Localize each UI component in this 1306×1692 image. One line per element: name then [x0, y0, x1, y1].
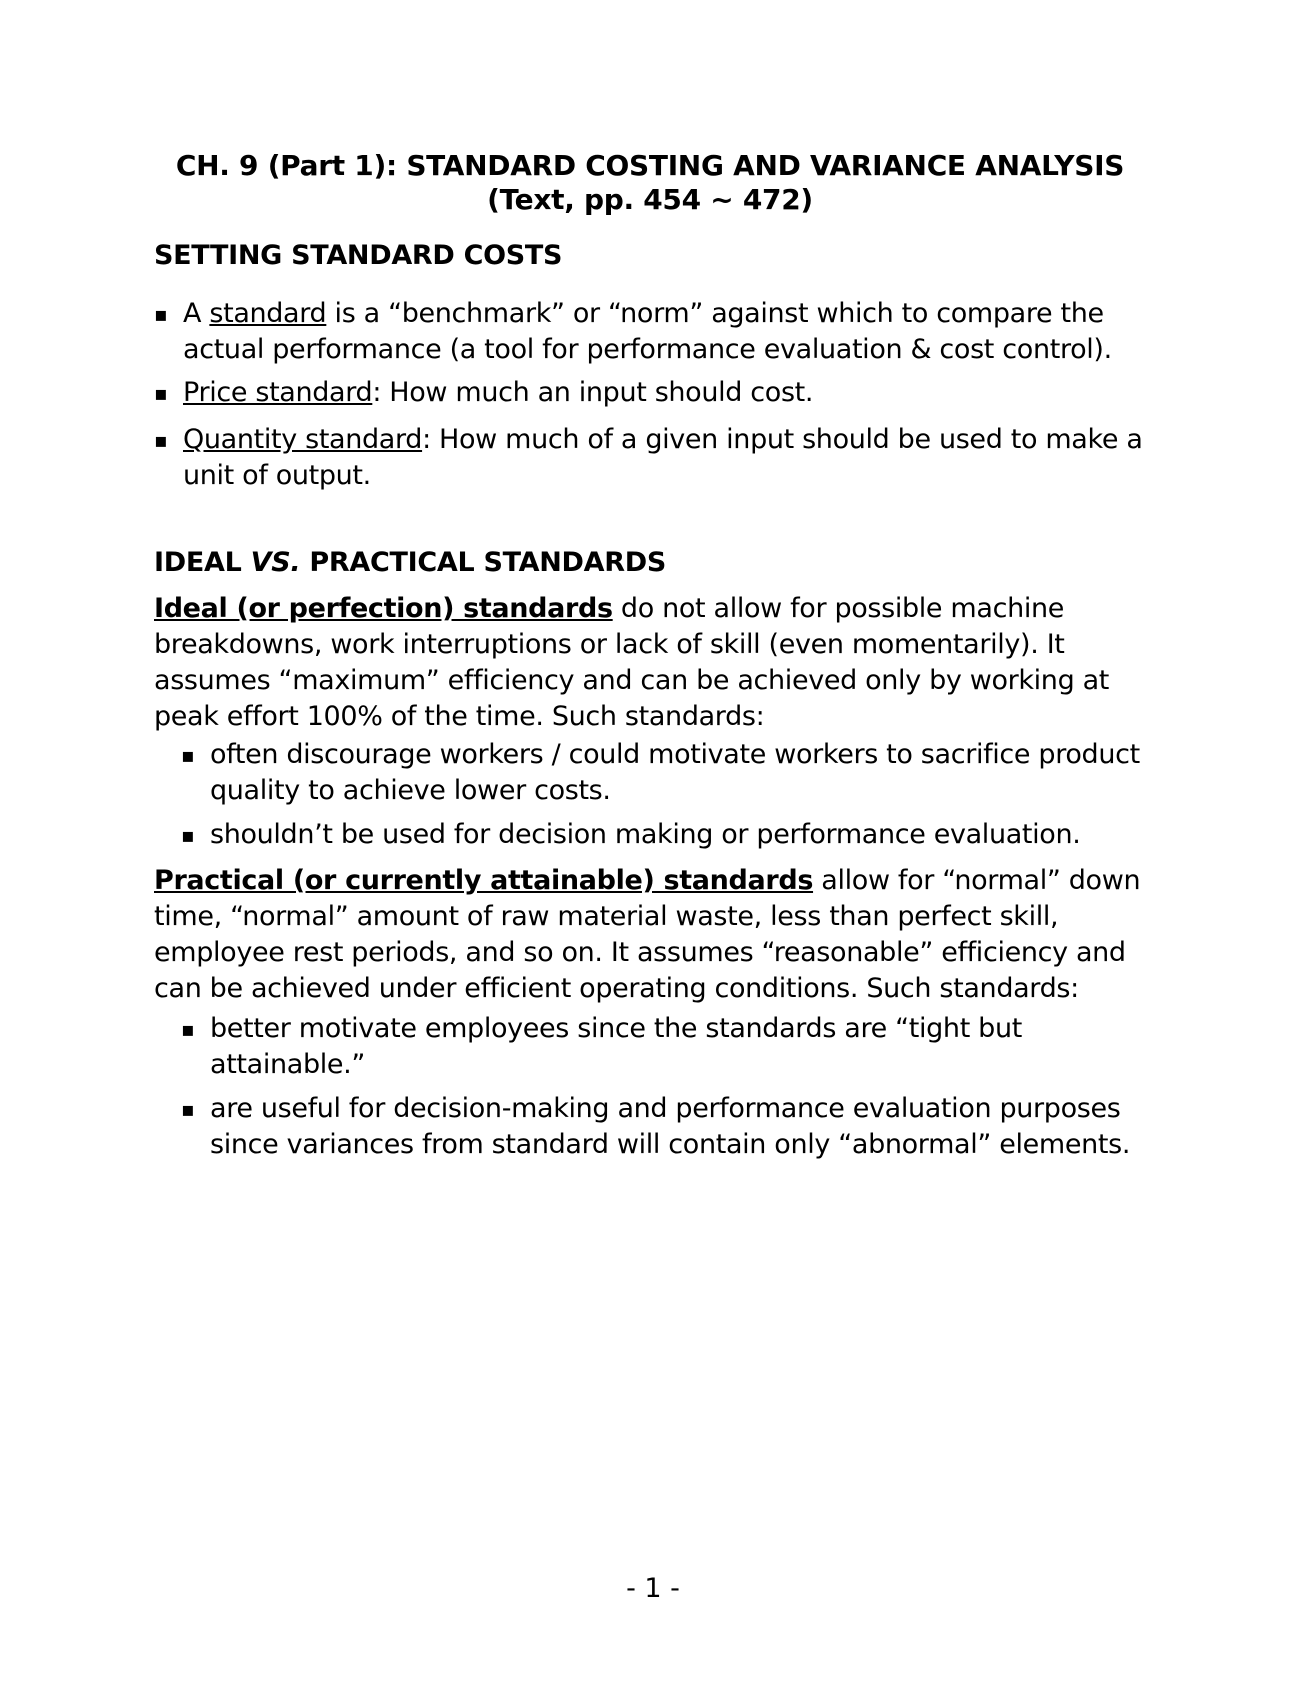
paragraph-ideal-standards	[154, 591, 1164, 735]
bullet-dot: ▪	[181, 1097, 195, 1121]
bullet-ideal-discourage	[181, 737, 1170, 809]
paragraph-text: allow for “normal” down time, “normal” amount of raw material waste, less than perfect skill, employee rest periods, and so on. It assumes “reasonable” efficiency and can be achieved under efficient operating conditions. Such standards:	[154, 865, 1141, 1004]
section-heading-ideal-vs-practical	[154, 546, 666, 580]
term-quantity-standard: Quantity standard	[183, 424, 423, 455]
paragraph-practical-standards	[154, 863, 1164, 1007]
title-line-2: (Text, pp. 454 ~ 472)	[487, 183, 813, 216]
bullet-price-standard	[154, 375, 1173, 411]
term-standard: standard	[209, 298, 327, 329]
bullet-text: : How much of a given input should be used to make a unit of output.	[183, 424, 1143, 491]
bullet-dot: ▪	[181, 823, 195, 847]
heading-part-vs: VS.	[250, 547, 301, 578]
term-price-standard: Price standard	[183, 377, 373, 408]
bullet-text: are useful for decision-making and performance evaluation purposes since variances from standard will contain only “abnormal” elements.	[210, 1093, 1131, 1160]
section-heading-setting-standard-costs: SETTING STANDARD COSTS	[154, 240, 563, 271]
bullet-practical-motivate	[181, 1011, 1170, 1083]
bullet-text: better motivate employees since the standards are “tight but attainable.”	[210, 1013, 1022, 1080]
paragraph-text: do not allow for possible machine breakdowns, work interruptions or lack of skill (even momentarily). It assumes “maximum” efficiency and can be achieved only by working at peak effort 100% of the time. Such standards:	[154, 593, 1110, 732]
term-ideal-standards: Ideal (or perfection) standards	[154, 593, 613, 624]
bullet-text: often discourage workers / could motivate workers to sacrifice product quality to achieve lower costs.	[210, 739, 1140, 806]
bullet-dot: ▪	[181, 1017, 195, 1041]
bullet-quantity-standard	[154, 422, 1173, 494]
bullet-dot: ▪	[154, 302, 168, 326]
bullet-dot: ▪	[154, 428, 168, 452]
bullet-text: is a “benchmark” or “norm” against which to compare the actual performance (a tool for performance evaluation & cost control).	[183, 298, 1112, 365]
term-practical-standards: Practical (or currently attainable) standards	[154, 865, 814, 896]
bullet-text-pre: A	[183, 298, 210, 329]
page-number: - 1 -	[626, 1573, 680, 1604]
bullet-text: shouldn’t be used for decision making or performance evaluation.	[210, 819, 1081, 850]
bullet-practical-useful	[181, 1091, 1170, 1163]
title-line-1: CH. 9 (Part 1): STANDARD COSTING AND VARIANCE ANALYSIS	[175, 149, 1125, 182]
bullet-dot: ▪	[181, 743, 195, 767]
bullet-standard-definition	[154, 296, 1173, 368]
heading-part-ideal: IDEAL	[154, 547, 251, 578]
bullet-text: : How much an input should cost.	[372, 377, 814, 408]
bullet-ideal-not-used	[181, 817, 1170, 853]
bullet-dot: ▪	[154, 381, 168, 405]
heading-part-practical: PRACTICAL STANDARDS	[300, 547, 666, 578]
